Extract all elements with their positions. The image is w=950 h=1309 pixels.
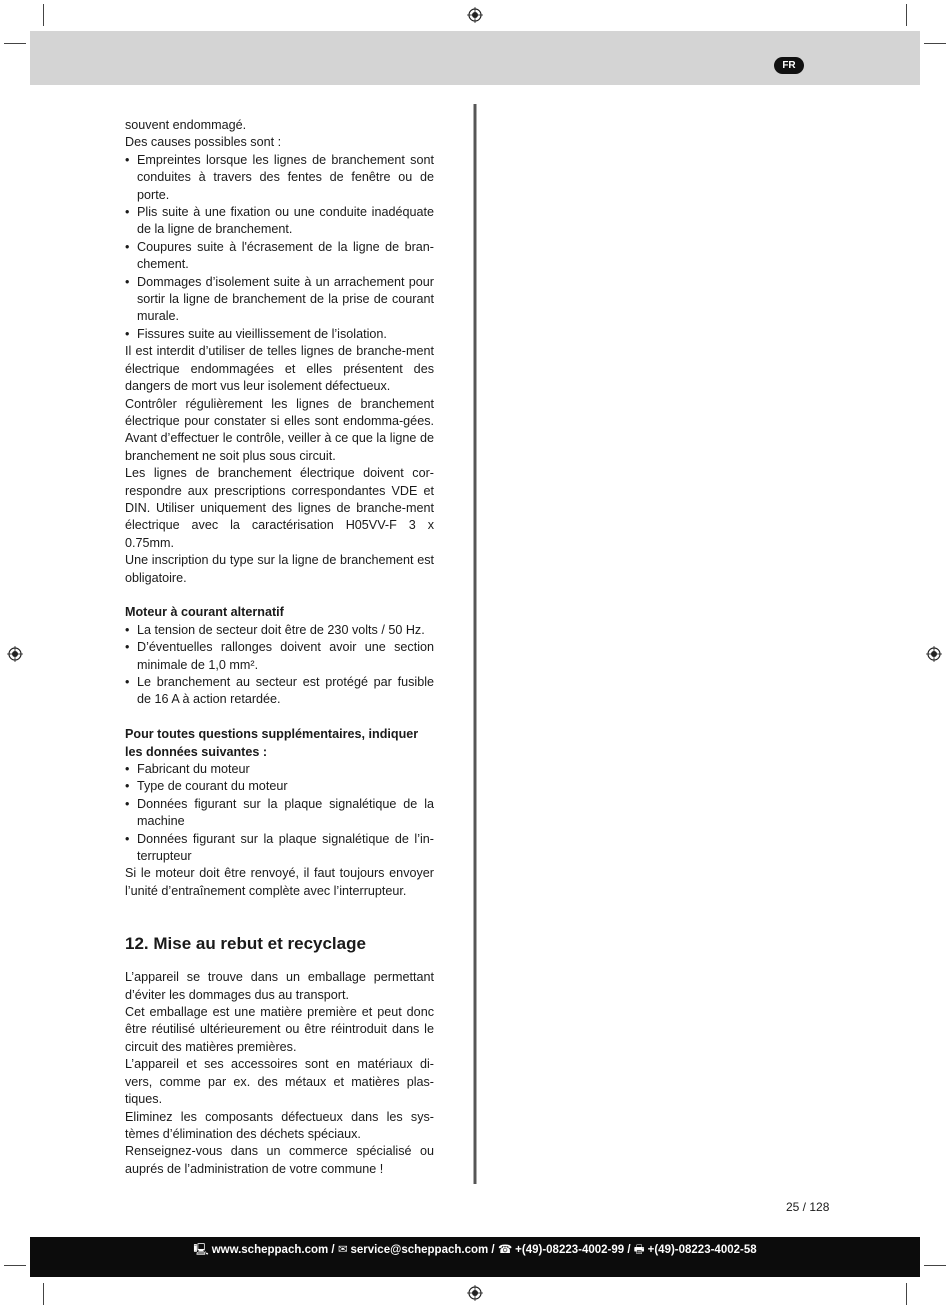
registration-mark-icon xyxy=(7,646,23,662)
language-badge: FR xyxy=(774,57,804,74)
page-number: 25 / 128 xyxy=(786,1200,830,1214)
footer-email-link[interactable]: service@scheppach.com xyxy=(350,1244,489,1256)
list-item: • Empreintes lorsque les lignes de branchement sont conduites à travers des fentes de fenêtre ou de porte. xyxy=(125,152,434,204)
paragraph: Une inscription du type sur la ligne de branchement est obligatoire. xyxy=(125,553,434,585)
crop-mark xyxy=(4,1265,26,1266)
paragraph: Les lignes de branchement électrique doivent cor-respondre aux prescriptions correspondantes VDE et DIN. Utiliser uniquement des lignes de branche-ment électrique avec la caractérisation H05VV-F 3 x 0.75mm. xyxy=(125,466,434,550)
footer-band xyxy=(30,1237,920,1277)
computer-icon: 🖳 xyxy=(193,1244,209,1256)
footer-phone: +(49)-08223-4002-99 xyxy=(515,1244,625,1256)
crop-mark xyxy=(906,4,907,26)
registration-mark-icon xyxy=(467,1285,483,1301)
questions-heading: Pour toutes questions supplémentaires, indiquer les données suivantes : xyxy=(125,727,419,759)
crop-mark xyxy=(43,1283,44,1305)
paragraph: Contrôler régulièrement les lignes de branchement électrique pour constater si elles sont endomma-gées. Avant d’effectuer le contrôle, veiller à ce que la ligne de branchement ne soit plus sous circuit. xyxy=(125,396,434,463)
paragraph: Si le moteur doit être renvoyé, il faut toujours envoyer l’unité d’entraînement complète avec l’interrupteur. xyxy=(125,866,434,898)
list-item: • Type de courant du moteur xyxy=(125,778,434,795)
footer-separator: / xyxy=(328,1244,338,1256)
phone-icon: ☎ xyxy=(497,1244,513,1256)
paragraph: Renseignez-vous dans un commerce spécialisé ou auprés de l’administration de votre commune ! xyxy=(125,1144,434,1176)
crop-mark xyxy=(4,43,26,44)
list-item: • Coupures suite à l'écrasement de la ligne de bran-chement. xyxy=(125,239,434,274)
registration-mark-icon xyxy=(467,7,483,23)
list-item: • D’éventuelles rallonges doivent avoir une section minimale de 1,0 mm². xyxy=(125,639,434,674)
footer-website-link[interactable]: www.scheppach.com xyxy=(211,1244,329,1256)
list-item: • Le branchement au secteur est protégé par fusible de 16 A à action retardée. xyxy=(125,674,434,709)
section-title: 12. Mise au rebut et recyclage xyxy=(125,934,366,954)
list-item: • Dommages d’isolement suite à un arrachement pour sortir la ligne de branchement de la prise de courant murale. xyxy=(125,274,434,326)
paragraph: Des causes possibles sont : xyxy=(125,135,282,150)
ac-motor-heading: Moteur à courant alternatif xyxy=(125,605,284,620)
list-item: • Fabricant du moteur xyxy=(125,761,434,778)
paragraph: Eliminez les composants défectueux dans les sys-tèmes d’élimination des déchets spéciaux. xyxy=(125,1109,434,1141)
paragraph: L’appareil et ses accessoires sont en matériaux di-vers, comme par ex. des métaux et matières plas-tiques. xyxy=(125,1057,434,1107)
footer-separator: / xyxy=(488,1244,498,1256)
footer-separator: / xyxy=(624,1244,634,1256)
paragraph: souvent endommagé. xyxy=(125,118,247,132)
footer-fax: +(49)-08223-4002-58 xyxy=(647,1244,757,1256)
list-item: • Fissures suite au vieillissement de l’isolation. xyxy=(125,326,434,343)
crop-mark xyxy=(924,43,946,44)
column-divider xyxy=(473,104,477,1184)
paragraph: L’appareil se trouve dans un emballage permettant d’éviter les dommages dus au transport. xyxy=(125,970,434,1002)
crop-mark xyxy=(906,1283,907,1305)
crop-mark xyxy=(43,4,44,26)
list-item: • Données figurant sur la plaque signalétique de la machine xyxy=(125,796,434,831)
questions-list xyxy=(125,761,434,865)
paragraph: Cet emballage est une matière première et peut donc être réutilisé ultérieurement ou être réintroduit dans le circuit des matières premières. xyxy=(125,1005,434,1054)
envelope-icon: ✉ xyxy=(337,1244,348,1256)
ac-motor-list xyxy=(125,622,434,709)
main-text-column xyxy=(125,117,434,1178)
list-item: • Données figurant sur la plaque signalétique de l’in-terrupteur xyxy=(125,831,434,866)
paragraph: Il est interdit d’utiliser de telles lignes de branche-ment électrique endommagées et elles présentent des dangers de mort vus leur isolement défectueux. xyxy=(125,344,434,394)
fax-icon: 🖶 xyxy=(633,1244,645,1256)
registration-mark-icon xyxy=(926,646,942,662)
crop-mark xyxy=(924,1265,946,1266)
list-item: • La tension de secteur doit être de 230 volts / 50 Hz. xyxy=(125,622,434,639)
causes-list xyxy=(125,152,434,343)
list-item: • Plis suite à une fixation ou une conduite inadéquate de la ligne de branchement. xyxy=(125,204,434,239)
